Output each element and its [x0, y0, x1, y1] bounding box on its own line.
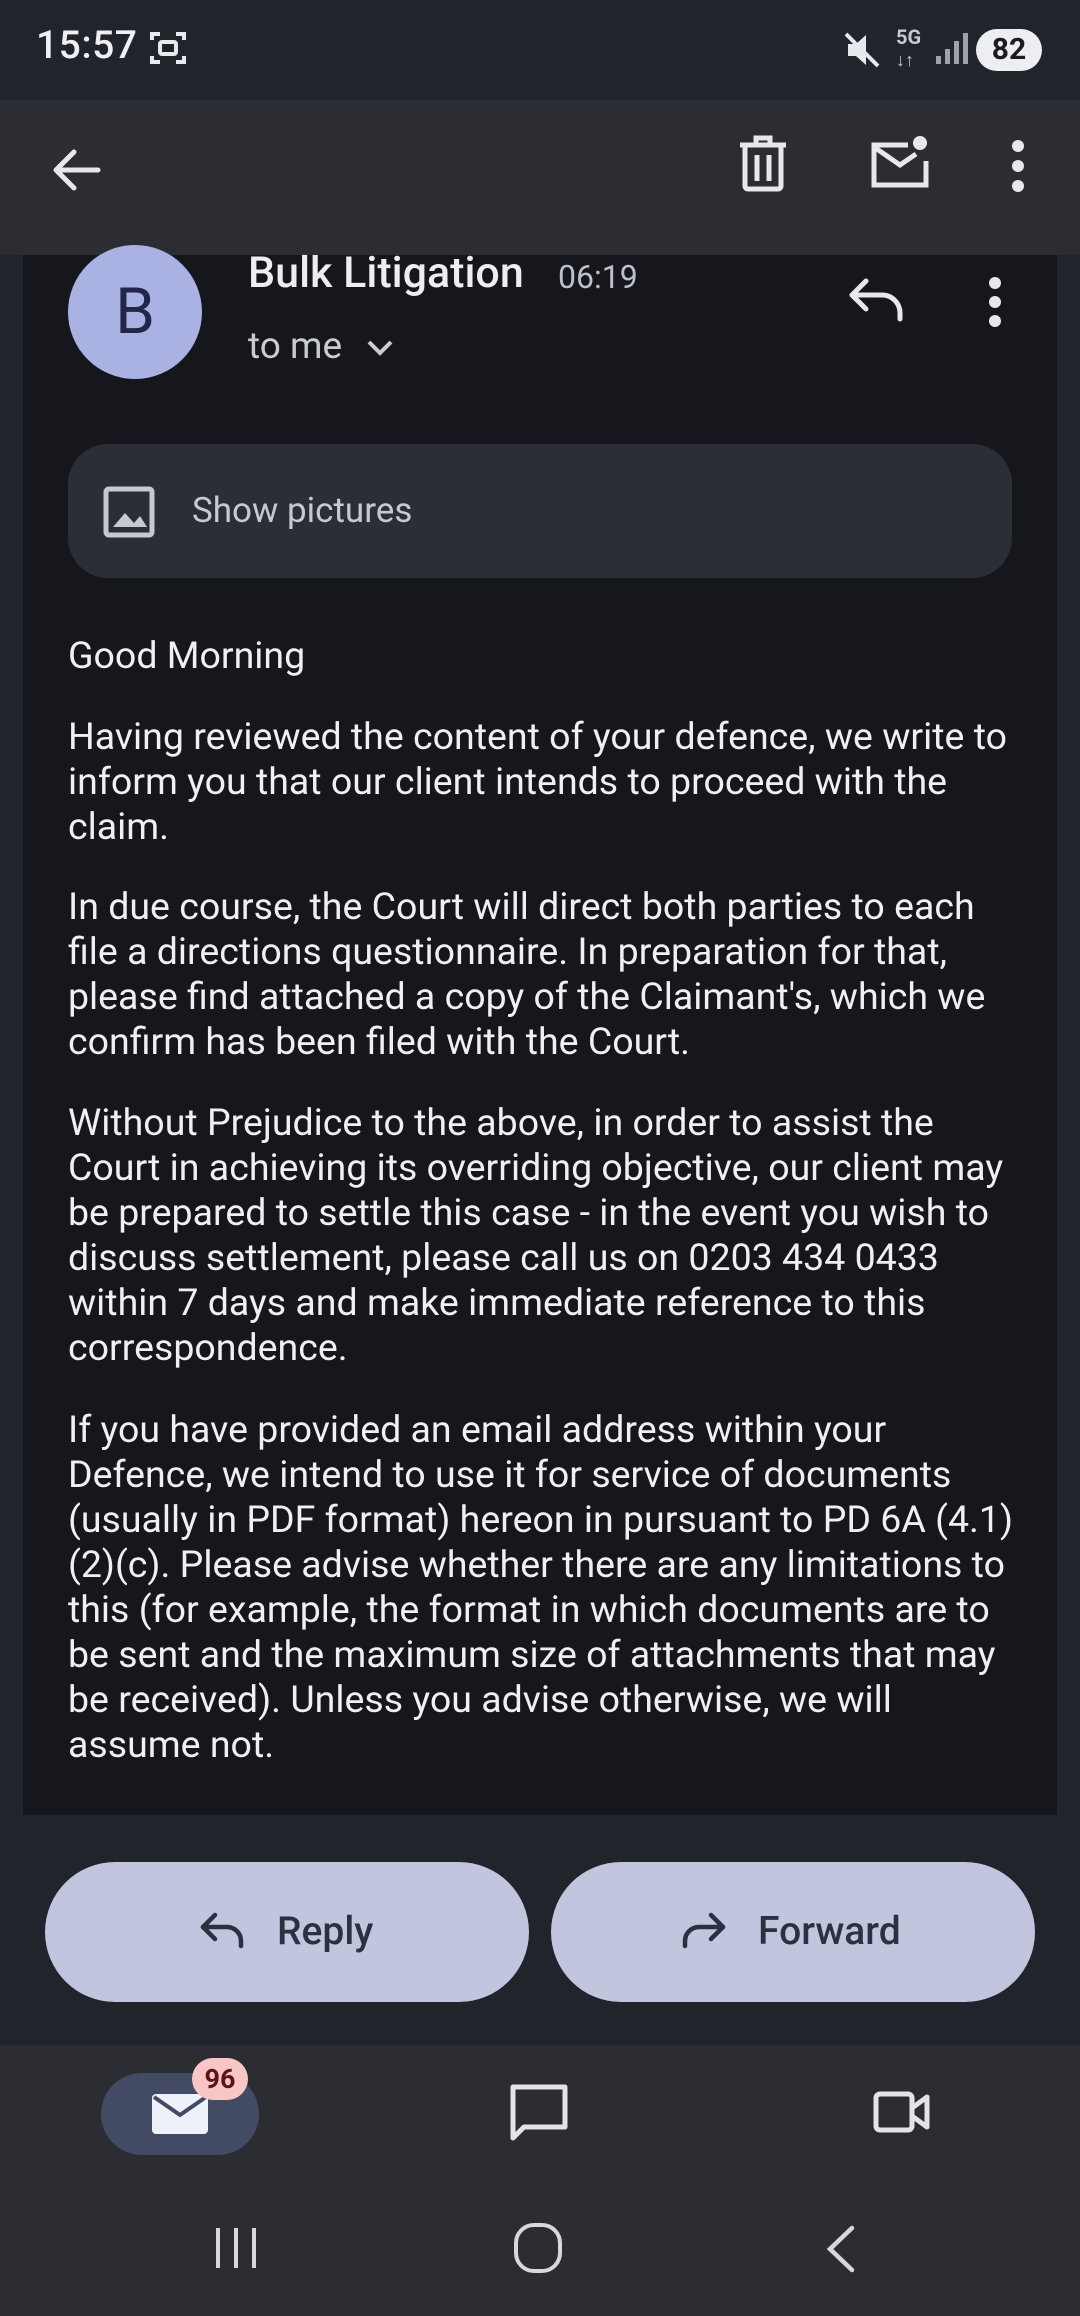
- chevron-down-icon: [365, 338, 395, 358]
- network-type-label: 5G: [896, 25, 922, 49]
- body-paragraph-2: In due course, the Court will direct both parties to each file a directions questionnaire. In preparation for that, please find attached a copy of the Claimant's, which we confirm has been filed with the Court.: [68, 885, 986, 1064]
- mute-icon: [840, 28, 884, 72]
- reply-button[interactable]: [45, 1862, 529, 2002]
- recipient-toggle[interactable]: [248, 325, 395, 368]
- recipient-label: to me: [248, 325, 343, 368]
- body-paragraph-1: Having reviewed the content of your defence, we write to inform you that our client intends to proceed with the claim.: [68, 715, 1007, 849]
- show-pictures-label: Show pictures: [192, 490, 413, 531]
- mail-icon: [151, 2093, 209, 2135]
- image-icon: [102, 485, 156, 539]
- status-time: 15:57: [36, 22, 138, 68]
- video-camera-icon[interactable]: [872, 2088, 932, 2136]
- forward-label: Forward: [758, 1908, 901, 1954]
- more-vertical-icon[interactable]: [1000, 138, 1036, 194]
- battery-indicator: 82: [976, 29, 1042, 71]
- recent-apps-icon[interactable]: [212, 2226, 260, 2270]
- chat-icon[interactable]: [508, 2082, 570, 2144]
- system-back-icon[interactable]: [822, 2224, 858, 2274]
- unread-count-badge: 96: [192, 2058, 248, 2100]
- reply-label: Reply: [277, 1908, 374, 1954]
- status-bar: [0, 0, 1080, 100]
- sender-name: Bulk Litigation: [248, 248, 524, 298]
- message-more-icon[interactable]: [978, 275, 1012, 329]
- network-5g-icon: 5G ↓↑: [896, 25, 922, 71]
- mark-unread-icon[interactable]: [868, 133, 932, 193]
- home-icon[interactable]: [513, 2222, 563, 2274]
- body-greeting: Good Morning: [68, 634, 306, 678]
- reply-icon[interactable]: [846, 275, 906, 325]
- trash-icon[interactable]: [736, 133, 790, 193]
- forward-button[interactable]: [551, 1862, 1035, 2002]
- forward-arrow-icon: [681, 1910, 727, 1950]
- avatar[interactable]: B: [68, 245, 202, 379]
- body-paragraph-4: If you have provided an email address within your Defence, we intend to use it for service of documents (usually in PDF format) hereon in pursuant to PD 6A (4.1)(2)(c). Please advise whether there are any limitations to this (for example, the format in which documents are to be sent and the maximum size of attachments that may be received). Unless you advise otherwise, we will assume not.: [68, 1408, 1014, 1767]
- screenshot-icon: [148, 28, 188, 68]
- body-paragraph-3: Without Prejudice to the above, in order to assist the Court in achieving its overriding objective, our client may be prepared to settle this case - in the event you wish to discuss settlement, please call us on 0203 434 0433 within 7 days and make immediate reference to this correspondence.: [68, 1101, 1004, 1370]
- signal-icon: [934, 30, 970, 66]
- message-time: 06:19: [558, 258, 638, 296]
- back-arrow-icon[interactable]: [48, 140, 108, 200]
- reply-arrow-icon: [199, 1910, 245, 1950]
- email-toolbar: [0, 100, 1080, 255]
